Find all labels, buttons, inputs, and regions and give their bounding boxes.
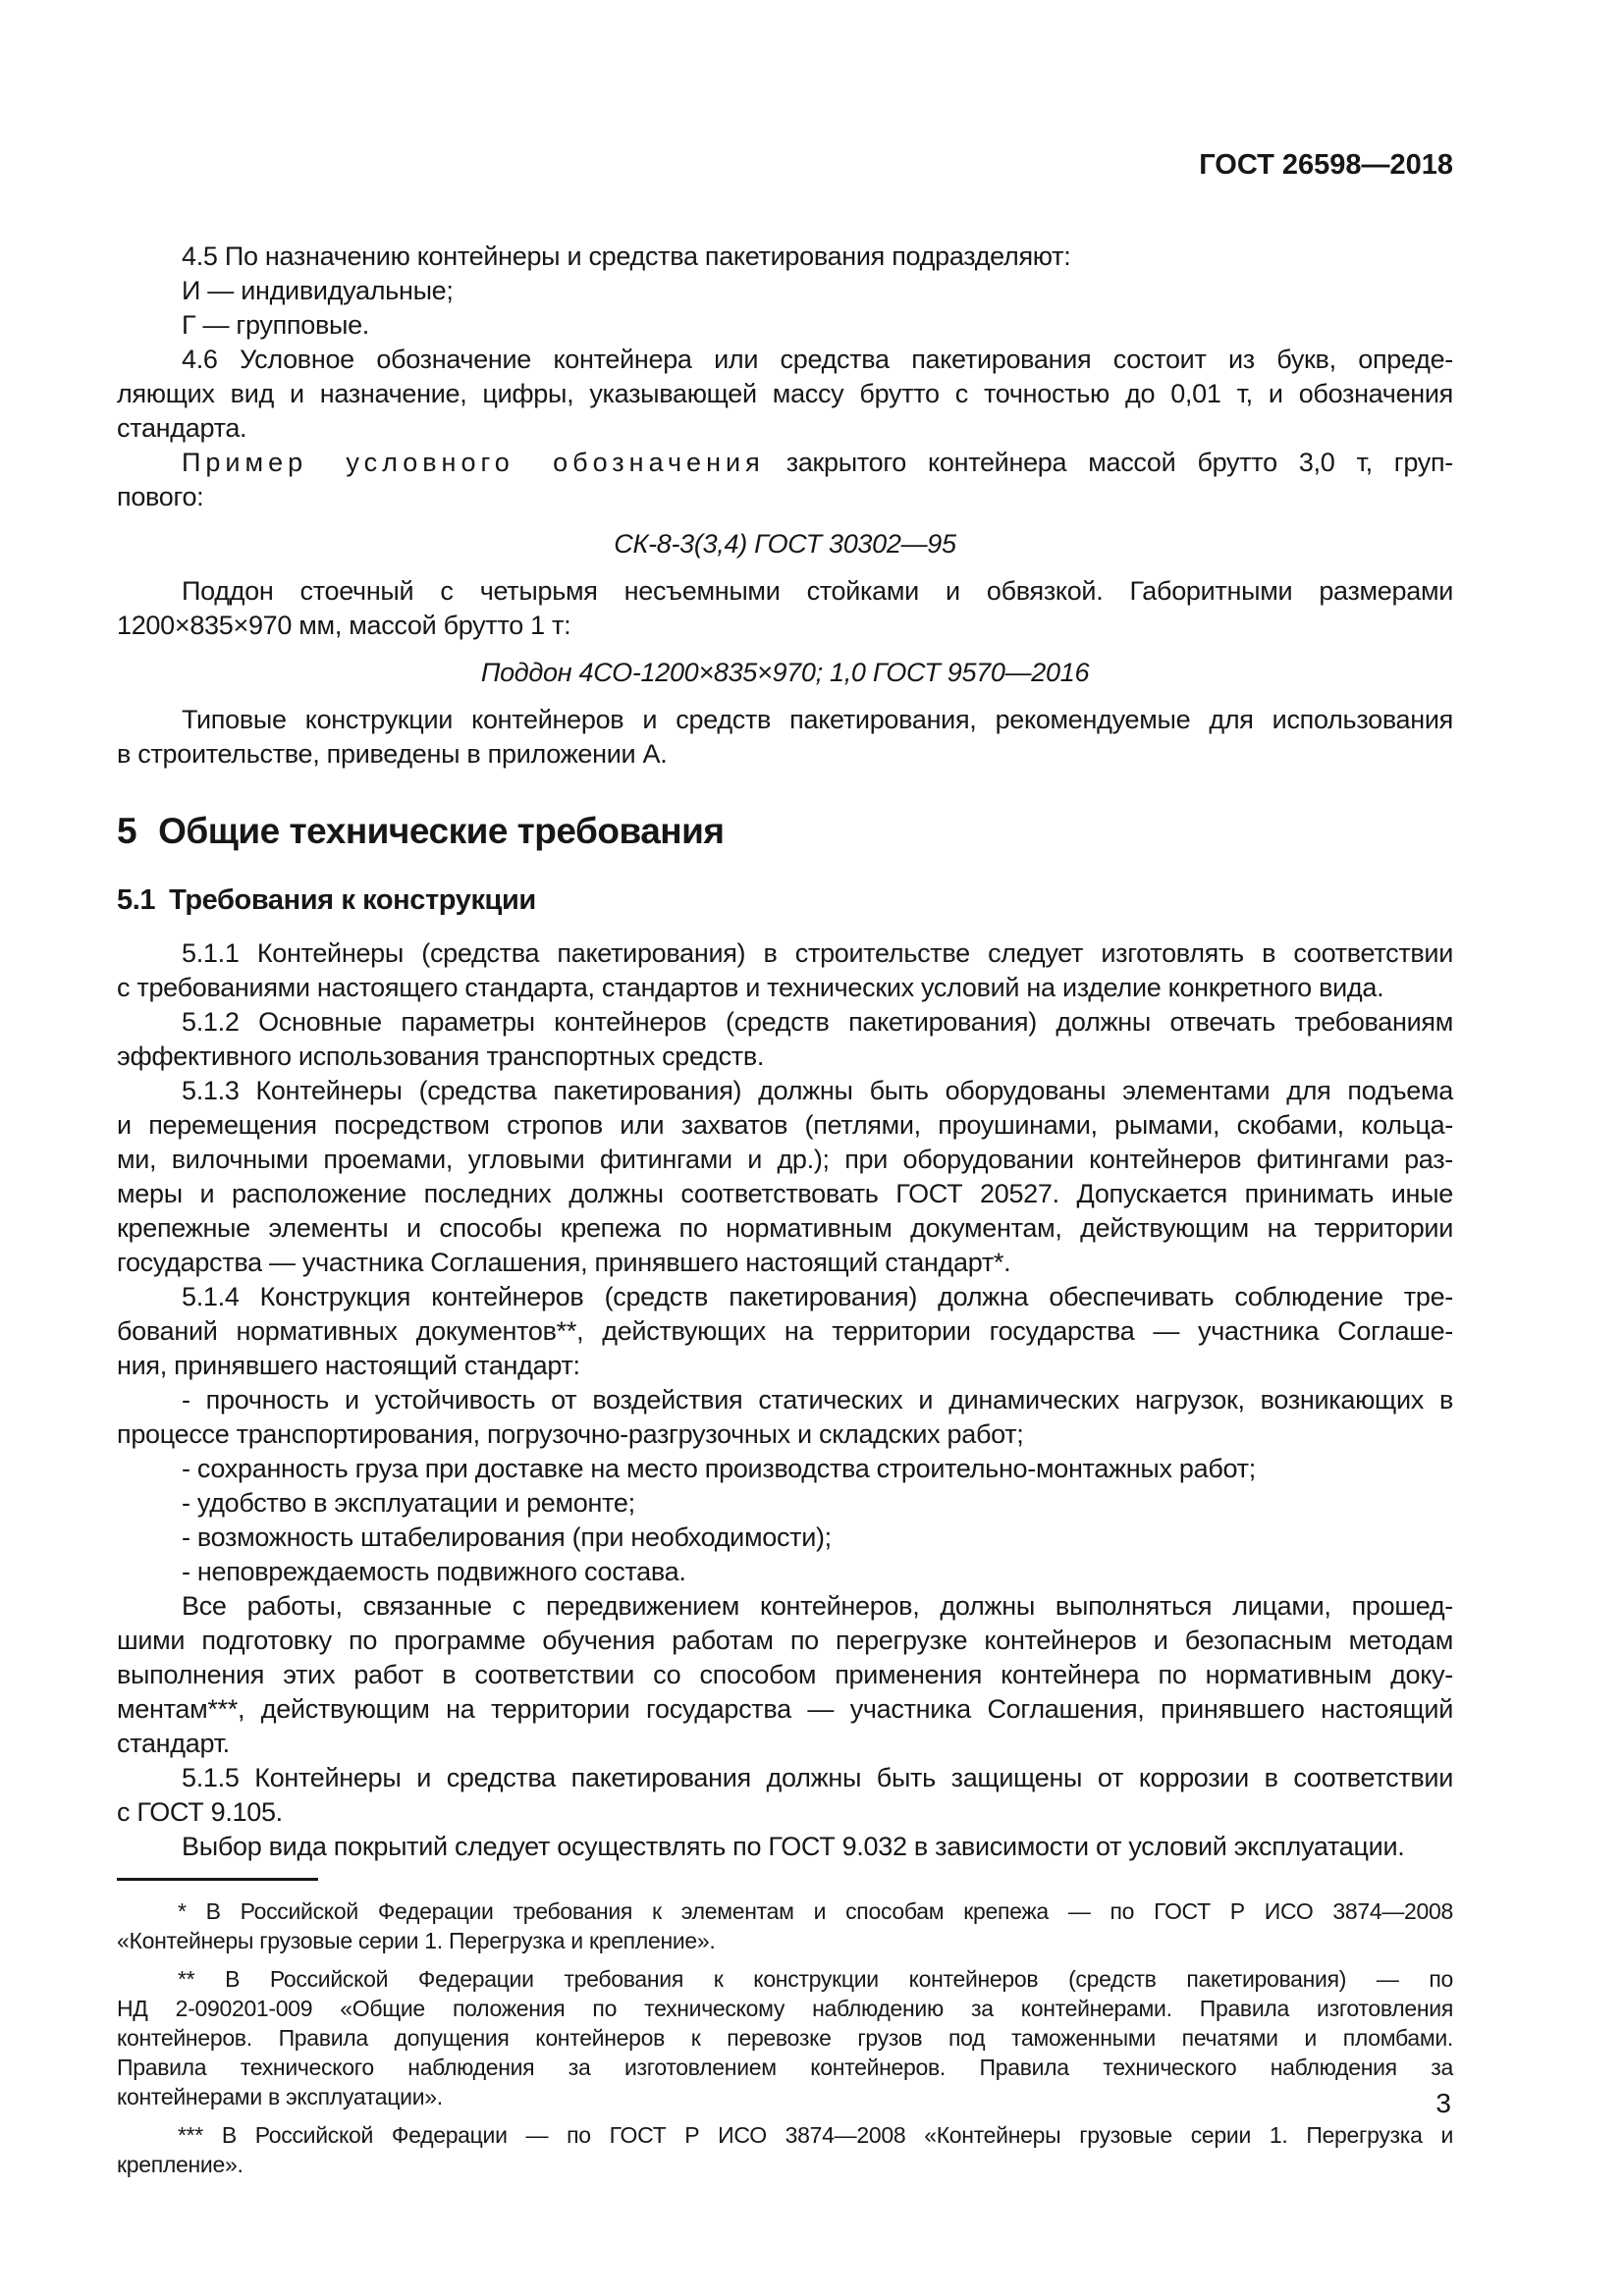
text-line: НД 2-090201-009 «Общие положения по техническому наблюдению за контейнерами. Правила изготовления (117, 1996, 1453, 2021)
list-item-individual (117, 274, 1453, 308)
text-line: стандарт. (117, 1729, 230, 1758)
page-number: 3 (1435, 2088, 1451, 2118)
text-line: ментам***, действующим на территории государства — участника Соглашения, принявшего настоящий (117, 1694, 1453, 1724)
text-line: - неповреждаемость подвижного состава. (182, 1557, 686, 1586)
clause-4-6 (117, 343, 1453, 446)
pallet-paragraph (117, 574, 1453, 643)
requirement-item (117, 1383, 1453, 1452)
text-line: - сохранность груза при доставке на место производства строительно-монтажных работ; (182, 1454, 1256, 1483)
text-line: крепежные элементы и способы крепежа по нормативным документам, действующим на территории (117, 1213, 1453, 1243)
text-line: - прочность и устойчивость от воздействия статических и динамических нагрузок, возникающих в (182, 1385, 1453, 1415)
footnote-1 (117, 1896, 1453, 1955)
text-line: пового: (117, 482, 204, 511)
requirement-item (117, 1555, 1453, 1589)
text-line: *** В Российской Федерации — по ГОСТ Р ИСО 3874—2008 «Контейнеры грузовые серии 1. Перегрузка и (178, 2122, 1453, 2148)
text-line: меры и расположение последних должны соответствовать ГОСТ 20527. Допускается принимать иные (117, 1179, 1453, 1208)
text-line: ляющих вид и назначение, цифры, указывающей массу брутто с точностью до 0,01 т, и обозначения (117, 379, 1453, 408)
text-line: процессе транспортирования, погрузочно-разгрузочных и складских работ; (117, 1419, 1024, 1449)
text-line (117, 446, 1453, 480)
text-line: Типовые конструкции контейнеров и средств пакетирования, рекомендуемые для использования (182, 705, 1453, 734)
text-line: 5.1.2 Основные параметры контейнеров (средств пакетирования) должны отвечать требованиям (182, 1007, 1453, 1037)
clause-5-1-5 (117, 1761, 1453, 1830)
section-heading-5 (117, 809, 1453, 854)
text-line: 5.1.4 Конструкция контейнеров (средств пакетирования) должна обеспечивать соблюдение тре- (182, 1282, 1453, 1311)
text-line: 4.6 Условное обозначение контейнера или средства пакетирования состоит из букв, опреде- (182, 345, 1453, 374)
clause-5-1-2 (117, 1005, 1453, 1074)
clause-5-1-4 (117, 1280, 1453, 1383)
subsection-heading-5-1 (117, 881, 1453, 919)
text-line: бований нормативных документов**, действующих на территории государства — участника Соглаше- (117, 1316, 1453, 1346)
text-line: Выбор вида покрытий следует осуществлять по ГОСТ 9.032 в зависимости от условий эксплуатации. (182, 1832, 1405, 1861)
text-line: - возможность штабелирования (при необходимости); (182, 1522, 832, 1552)
text-line: ** В Российской Федерации требования к конструкции контейнеров (средств пакетирования) — по (178, 1966, 1453, 1992)
text-line: 1200×835×970 мм, массой брутто 1 т: (117, 611, 571, 640)
text-line: государства — участника Соглашения, принявшего настоящий стандарт*. (117, 1248, 1011, 1277)
subsection-title: Требования к конструкции (169, 884, 536, 916)
text-line: ния, принявшего настоящий стандарт: (117, 1351, 580, 1380)
footnotes-block (117, 1878, 1453, 2179)
text-line: шими подготовку по программе обучения работам по перегрузке контейнеров и безопасным методам (117, 1626, 1453, 1655)
requirement-item (117, 1521, 1453, 1555)
text-line: 5.1.5 Контейнеры и средства пакетирования должны быть защищены от коррозии в соответствии (182, 1763, 1453, 1792)
requirement-item (117, 1452, 1453, 1486)
text-line: с требованиями настоящего стандарта, стандартов и технических условий на изделие конкретного вида. (117, 973, 1384, 1002)
text-line: «Контейнеры грузовые серии 1. Перегрузка и крепление». (117, 1928, 716, 1953)
text-line: эффективного использования транспортных средств. (117, 1041, 765, 1071)
text-line: Г — групповые. (182, 310, 370, 340)
text-line: - удобство в эксплуатации и ремонте; (182, 1488, 635, 1518)
list-item-group (117, 308, 1453, 343)
subsection-number: 5.1 (117, 884, 156, 916)
clause-5-1-1 (117, 936, 1453, 1005)
text-line: Правила технического наблюдения за изготовлением контейнеров. Правила технического наблюдения за (117, 2055, 1453, 2080)
section-number: 5 (117, 811, 137, 851)
footnote-2 (117, 1964, 1453, 2111)
designation-example-1: СК-8-3(3,4) ГОСТ 30302—95 (614, 529, 956, 559)
text-line: 4.5 По назначению контейнеры и средства пакетирования подразделяют: (182, 241, 1071, 271)
text-line: крепление». (117, 2152, 244, 2177)
text-line: с ГОСТ 9.105. (117, 1797, 283, 1827)
text-line: контейнеров. Правила допущения контейнеров к перевозке грузов под таможенными печатями и пломбами. (117, 2025, 1453, 2051)
example-paragraph (117, 446, 1453, 514)
text-line: 5.1.1 Контейнеры (средства пакетирования) в строительстве следует изготовлять в соответствии (182, 938, 1453, 968)
text-line: Поддон стоечный с четырьмя несъемными стойками и обвязкой. Габоритными размерами (182, 576, 1453, 606)
example-spaced-term: Пример условного обозначения (182, 448, 765, 477)
text-line: стандарта. (117, 413, 247, 443)
typical-designs-paragraph (117, 703, 1453, 772)
text-line: ми, вилочными проемами, угловыми фитингами и др.); при оборудовании контейнеров фитингами раз- (117, 1145, 1453, 1174)
requirement-item (117, 1486, 1453, 1521)
text-line: и перемещения посредством стропов или захватов (петлями, проушинами, рымами, скобами, кольца- (117, 1110, 1453, 1140)
all-works-paragraph (117, 1589, 1453, 1761)
clause-5-1-3 (117, 1074, 1453, 1280)
text-line: Все работы, связанные с передвижением контейнеров, должны выполняться лицами, прошед- (182, 1591, 1453, 1621)
page-header (117, 147, 1453, 183)
text-line: в строительстве, приведены в приложении А. (117, 739, 668, 769)
text-line: * В Российской Федерации требования к элементам и способам крепежа — по ГОСТ Р ИСО 3874—2008 (178, 1898, 1453, 1924)
footnote-separator (117, 1878, 318, 1881)
example-rest: закрытого контейнера массой брутто 3,0 т, груп- (785, 448, 1453, 477)
coating-paragraph (117, 1830, 1453, 1864)
footnote-3 (117, 2120, 1453, 2179)
section-title: Общие технические требования (158, 811, 725, 851)
clause-4-5 (117, 240, 1453, 274)
text-line: выполнения этих работ в соответствии со способом применения контейнера по нормативным доку- (117, 1660, 1453, 1689)
designation-example-2: Поддон 4СО-1200×835×970; 1,0 ГОСТ 9570—2016 (480, 658, 1090, 687)
text-line: И — индивидуальные; (182, 276, 454, 305)
text-line: 5.1.3 Контейнеры (средства пакетирования) должны быть оборудованы элементами для подъема (182, 1076, 1453, 1105)
doc-number: ГОСТ 26598—2018 (1199, 149, 1453, 181)
document-body (117, 240, 1453, 2179)
text-line: контейнерами в эксплуатации». (117, 2084, 443, 2109)
